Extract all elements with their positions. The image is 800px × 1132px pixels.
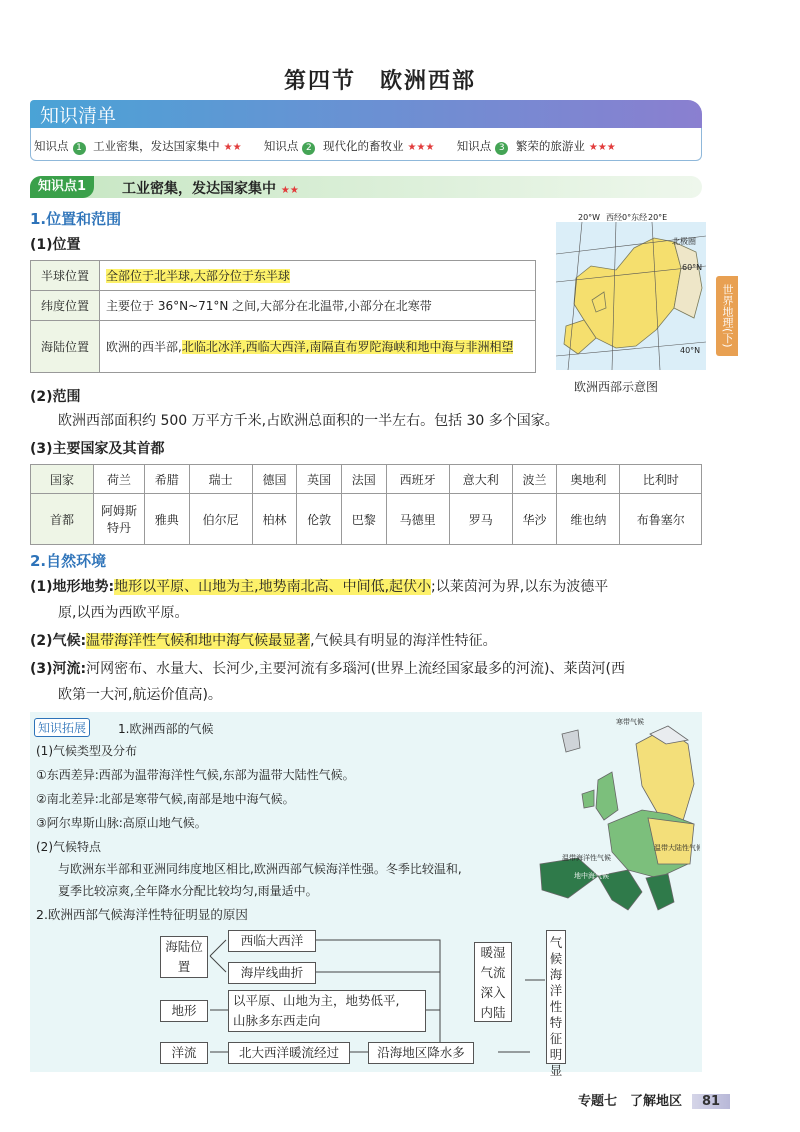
capital-cell: 华沙 (512, 494, 557, 545)
stars-icon: ★★ (223, 142, 242, 153)
extension-point: ③阿尔卑斯山脉:高原山地气候。 (36, 816, 207, 830)
capital-cell: 伯尔尼 (189, 494, 252, 545)
map-label: 寒带气候 (616, 718, 644, 726)
flow-box-terrain: 地形 (160, 1000, 208, 1022)
country-cell: 波兰 (512, 465, 557, 494)
kp-text: 现代化的畜牧业 (323, 139, 404, 153)
flow-box-gulf-stream: 北大西洋暖流经过 (228, 1042, 350, 1064)
row-label: 纬度位置 (31, 291, 100, 321)
map-label: 20°E (648, 213, 668, 222)
country-cell: 意大利 (449, 465, 512, 494)
capital-cell: 布鲁塞尔 (620, 494, 702, 545)
extension-title: 1.欧洲西部的气候 (118, 722, 214, 736)
table-row (31, 321, 536, 373)
capital-cell: 阿姆斯特丹 (94, 494, 145, 545)
map-label: 北极圈 (672, 237, 696, 246)
country-cell: 比利时 (620, 465, 702, 494)
location-heading: 1.位置和范围 (30, 210, 122, 228)
map-label: 温带大陆性气候 (654, 844, 700, 852)
flow-box-terrain-detail (228, 990, 426, 1032)
footer (578, 1090, 730, 1109)
flow-box-coastline: 海岸线曲折 (228, 962, 316, 984)
highlight-text: 北临北冰洋,西临大西洋,南隔直布罗陀海峡和地中海与非洲相望 (181, 339, 514, 354)
section-title-text: 工业密集，发达国家集中 (122, 181, 276, 197)
kp-text: 繁荣的旅游业 (515, 139, 585, 153)
position-subheading: (1)位置 (30, 237, 81, 253)
table-row (31, 261, 536, 291)
map-label: 地中海气候 (574, 872, 609, 880)
capital-header: 首都 (31, 494, 94, 545)
capital-cell: 维也纳 (557, 494, 620, 545)
climate-rest: ,气候具有明显的海洋性特征。 (310, 633, 497, 649)
country-cell: 奥地利 (557, 465, 620, 494)
reasons-title: 2.欧洲西部气候海洋性特征明显的原因 (36, 907, 248, 922)
map-caption: 欧洲西部示意图 (574, 380, 659, 394)
kp-text: 工业密集，发达国家集中 (93, 139, 220, 153)
page-number: 81 (692, 1094, 730, 1109)
flow-box-position: 海陆位置 (160, 936, 208, 978)
west-europe-map (556, 208, 706, 370)
extension-point: 夏季比较凉爽,全年降水分配比较均匀,雨量适中。 (58, 884, 318, 898)
rivers-paragraph (30, 656, 710, 708)
country-cell: 德国 (252, 465, 297, 494)
map-label: 40°N (680, 346, 701, 355)
knowledge-list-title: 知识清单 (40, 105, 117, 127)
row-label: 海陆位置 (31, 321, 100, 373)
capital-cell: 马德里 (386, 494, 449, 545)
row-content (100, 321, 536, 373)
footer-topic: 专题七 了解地区 (578, 1094, 683, 1109)
row-content (100, 261, 536, 291)
kp-prefix: 知识点 (263, 139, 299, 153)
rivers-label: (3)河流: (30, 661, 87, 677)
extension-point: 与欧洲东半部和亚洲同纬度地区相比,欧洲西部气候海洋性强。冬季比较温和, (58, 862, 462, 876)
terrain-rest2: 原,以西为西欧平原。 (58, 605, 189, 621)
highlight-text: 温带海洋性气候和地中海气候最显著 (86, 633, 311, 649)
table-row (31, 291, 536, 321)
scope-subheading: (2)范围 (30, 389, 81, 405)
climate-map (538, 714, 700, 914)
extension-tag: 知识拓展 (34, 718, 90, 737)
position-table (30, 260, 536, 373)
country-cell: 法国 (341, 465, 386, 494)
capital-cell: 伦敦 (297, 494, 342, 545)
country-header: 国家 (31, 465, 94, 494)
rivers-line2: 欧第一大河,航运价值高)。 (58, 687, 222, 703)
kp-prefix: 知识点 (456, 139, 492, 153)
terrain-label: (1)地形地势: (30, 579, 115, 595)
flow-text: 以平原、山地为主，地势低平, (233, 993, 400, 1008)
capital-cell: 巴黎 (341, 494, 386, 545)
highlight-text: 地形以平原、山地为主,地势南北高、中间低,起伏小 (114, 579, 432, 595)
country-cell: 荷兰 (94, 465, 145, 494)
flow-box-result: 气候海洋性特征明显 (546, 930, 566, 1064)
country-cell: 希腊 (145, 465, 190, 494)
knowledge-list-items (34, 138, 620, 155)
extension-point: ②南北差异:北部是寒带气候,南部是地中海气候。 (36, 792, 295, 806)
page-title: 第四节 欧洲西部 (283, 69, 476, 94)
section-title (122, 178, 299, 198)
nature-heading: 2.自然环境 (30, 552, 107, 570)
country-cell: 瑞士 (189, 465, 252, 494)
climate-label: (2)气候: (30, 633, 87, 649)
map-label: 60°N (682, 263, 703, 272)
climate-types-subheading: (1)气候类型及分布 (36, 744, 137, 758)
kp-number: 3 (495, 142, 508, 155)
terrain-rest: ;以莱茵河为界,以东为波德平 (431, 579, 609, 595)
flow-box-rainfall: 沿海地区降水多 (368, 1042, 474, 1064)
terrain-paragraph (30, 574, 710, 626)
capitals-table (30, 464, 702, 545)
map-label: 温带海洋性气候 (562, 854, 611, 862)
country-cell: 英国 (297, 465, 342, 494)
highlight-text: 全部位于北半球,大部分位于东半球 (106, 269, 290, 283)
country-cell: 西班牙 (386, 465, 449, 494)
row-label: 半球位置 (31, 261, 100, 291)
kp-number: 2 (302, 142, 315, 155)
capital-cell: 柏林 (252, 494, 297, 545)
table-row (31, 494, 702, 545)
plain-text: 欧洲的西半部, (106, 339, 182, 354)
flow-box-west-atlantic: 西临大西洋 (228, 930, 316, 952)
capitals-subheading: (3)主要国家及其首都 (30, 441, 165, 457)
flow-text: 山脉多东西走向 (233, 1013, 321, 1028)
flow-box-current: 洋流 (160, 1042, 208, 1064)
capital-cell: 雅典 (145, 494, 190, 545)
rivers-line1: 河网密布、水量大、长河少,主要河流有多瑙河(世界上流经国家最多的河流)、莱茵河(西 (86, 661, 625, 677)
row-content: 主要位于 36°N~71°N 之间,大部分在北温带,小部分在北寒带 (100, 291, 536, 321)
stars-icon: ★★★ (588, 142, 616, 153)
kp-number: 1 (73, 142, 86, 155)
flow-box-warm-air: 暖湿气流深入内陆 (474, 942, 512, 1022)
section-tag: 知识点1 (30, 176, 94, 198)
scope-text: 欧洲西部面积约 500 万平方千米,占欧洲总面积的一半左右。包括 30 多个国家。 (58, 413, 559, 429)
kp-prefix: 知识点 (34, 139, 69, 153)
map-label: 西经0°东经 (606, 213, 648, 222)
table-row (31, 465, 702, 494)
map-label: 20°W (578, 213, 601, 222)
knowledge-list-banner (30, 100, 702, 128)
extension-point: ①东西差异:西部为温带海洋性气候,东部为温带大陆性气候。 (36, 768, 355, 782)
stars-icon: ★★ (280, 185, 299, 196)
side-tab: 世界地理(下) (716, 276, 738, 356)
climate-features-subheading: (2)气候特点 (36, 840, 101, 854)
capital-cell: 罗马 (449, 494, 512, 545)
climate-paragraph (30, 628, 497, 654)
stars-icon: ★★★ (407, 142, 435, 153)
